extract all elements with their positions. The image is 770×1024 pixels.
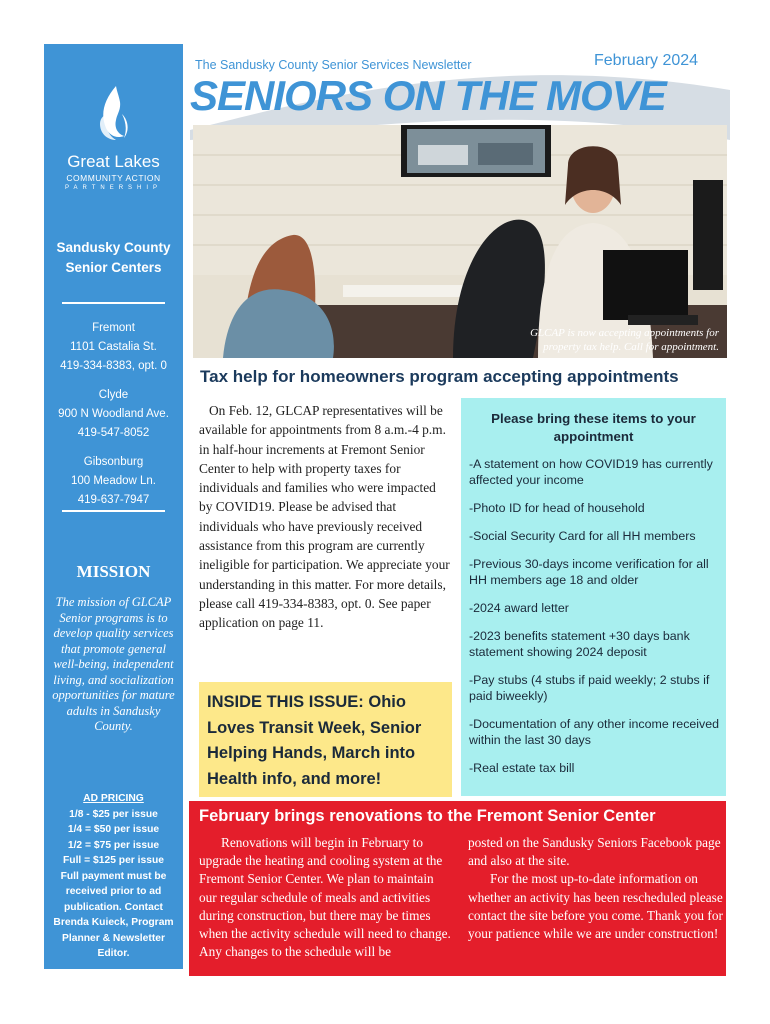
list-item: -Previous 30-days income verification for all HH members age 18 and older: [469, 557, 709, 587]
pricing-line: 1/4 = $50 per issue: [67, 824, 160, 835]
pricing-note: Full payment must be received prior to ad publication. Contact Brenda Kuieck, Program Planner & Newsletter Editor.: [53, 870, 174, 959]
feature-paragraph: posted on the Sandusky Seniors Facebook page and also at the site.: [468, 835, 721, 869]
flame-logo-icon: [94, 84, 134, 146]
feature-paragraph: For the most up-to-date information on whether an activity has been rescheduled please contact the site before you come. Thank you for your patience while we are under construction!: [468, 871, 723, 942]
logo-subtitle-2: PARTNERSHIP: [64, 185, 163, 191]
pricing-line: Full = $125 per issue: [62, 855, 165, 866]
center-name: Gibsonburg: [83, 456, 144, 468]
caption-line2: property tax help. Call for appointment.: [543, 341, 719, 353]
senior-centers-heading: [44, 238, 183, 278]
senior-centers-list: [44, 319, 183, 510]
center-address: 1101 Castalia St.: [70, 341, 157, 353]
inside-this-issue-text: INSIDE THIS ISSUE: Ohio Loves Transit Week, Senior Helping Hands, March into Health info, and more!: [207, 693, 422, 788]
ad-pricing: [48, 791, 179, 962]
logo-name: Great Lakes: [67, 152, 160, 171]
office-scene-illustration: [193, 125, 727, 358]
center-name: Clyde: [98, 389, 129, 401]
ad-pricing-title: AD PRICING: [83, 793, 144, 804]
great-lakes-logo: [44, 84, 183, 191]
mission-text: The mission of GLCAP Senior programs is to develop quality services that promote general well-being, independent living, and socialization opportunities for mature adults in Sandusky County.: [52, 595, 175, 733]
masthead-title: SENIORS ON THE MOVE: [190, 72, 666, 119]
center-phone: 419-334-8383, opt. 0: [60, 360, 167, 372]
center-phone: 419-547-8052: [77, 427, 150, 439]
list-item: -Social Security Card for all HH members: [469, 529, 696, 543]
bring-items-list: [469, 456, 721, 788]
center-fremont: [44, 319, 183, 376]
article-headline: Tax help for homeowners program accepting appointments: [200, 367, 679, 386]
bring-items-title: Please bring these items to your appointment: [491, 411, 696, 444]
mission-title: MISSION: [76, 562, 151, 581]
caption-line1: GLCAP is now accepting appointments for: [530, 327, 719, 339]
renovations-feature: [189, 801, 726, 976]
list-item: -Real estate tax bill: [469, 761, 575, 775]
pricing-line: 1/2 = $75 per issue: [67, 839, 160, 851]
bring-items-box: [461, 398, 726, 796]
article-body: [199, 401, 451, 633]
pricing-line: 1/8 - $25 per issue: [69, 808, 158, 820]
center-phone: 419-637-7947: [77, 494, 150, 506]
cover-photo: [193, 125, 727, 358]
list-item: -Pay stubs (4 stubs if paid weekly; 2 stubs if paid biweekly): [469, 673, 710, 703]
list-item: -A statement on how COVID19 has currently affected your income: [469, 457, 713, 487]
newsletter-label: The Sandusky County Senior Services Newsletter: [195, 58, 472, 72]
list-item: -Photo ID for head of household: [469, 501, 645, 515]
senior-centers-heading-line1: Sandusky County: [56, 240, 171, 255]
feature-paragraph: Renovations will begin in February to upgrade the heating and cooling system at the Fremont Senior Center. We plan to maintain our regular schedule of meals and activities during construction, but there may be times when the activity schedule will need to change. Any changes to the schedule will be: [199, 835, 451, 960]
senior-centers-heading-line2: Senior Centers: [65, 260, 162, 275]
center-address: 100 Meadow Ln.: [70, 475, 157, 487]
article-paragraph: On Feb. 12, GLCAP representatives will be available for appointments from 8 a.m.-4 p.m. in half-hour increments at Fremont Senior Center to help with property taxes for individuals and families who were impacted by COVID19. Please be advised that individuals who have previously received assistance from this program are currently ineligible for participation. We appreciate your understanding in this matter. For more details, please call 419-334-8383, opt. 0. See paper application on page 11.: [199, 403, 450, 631]
divider: [62, 302, 165, 304]
center-name: Fremont: [92, 322, 135, 334]
logo-subtitle: COMMUNITY ACTION: [66, 173, 161, 183]
center-clyde: [44, 386, 183, 443]
sidebar: [44, 44, 183, 969]
list-item: -Documentation of any other income received within the last 30 days: [469, 717, 720, 747]
feature-headline: February brings renovations to the Fremont Senior Center: [199, 807, 656, 825]
photo-caption: [530, 326, 719, 354]
list-item: -2023 benefits statement +30 days bank statement showing 2024 deposit: [469, 629, 690, 659]
feature-column-1: [199, 834, 451, 961]
feature-column-2: [468, 834, 724, 943]
center-gibsonburg: [44, 453, 183, 510]
inside-this-issue-box: [199, 682, 452, 797]
center-address: 900 N Woodland Ave.: [58, 408, 169, 420]
issue-date: February 2024: [594, 52, 699, 69]
list-item: -2024 award letter: [469, 601, 569, 615]
divider: [62, 510, 165, 512]
